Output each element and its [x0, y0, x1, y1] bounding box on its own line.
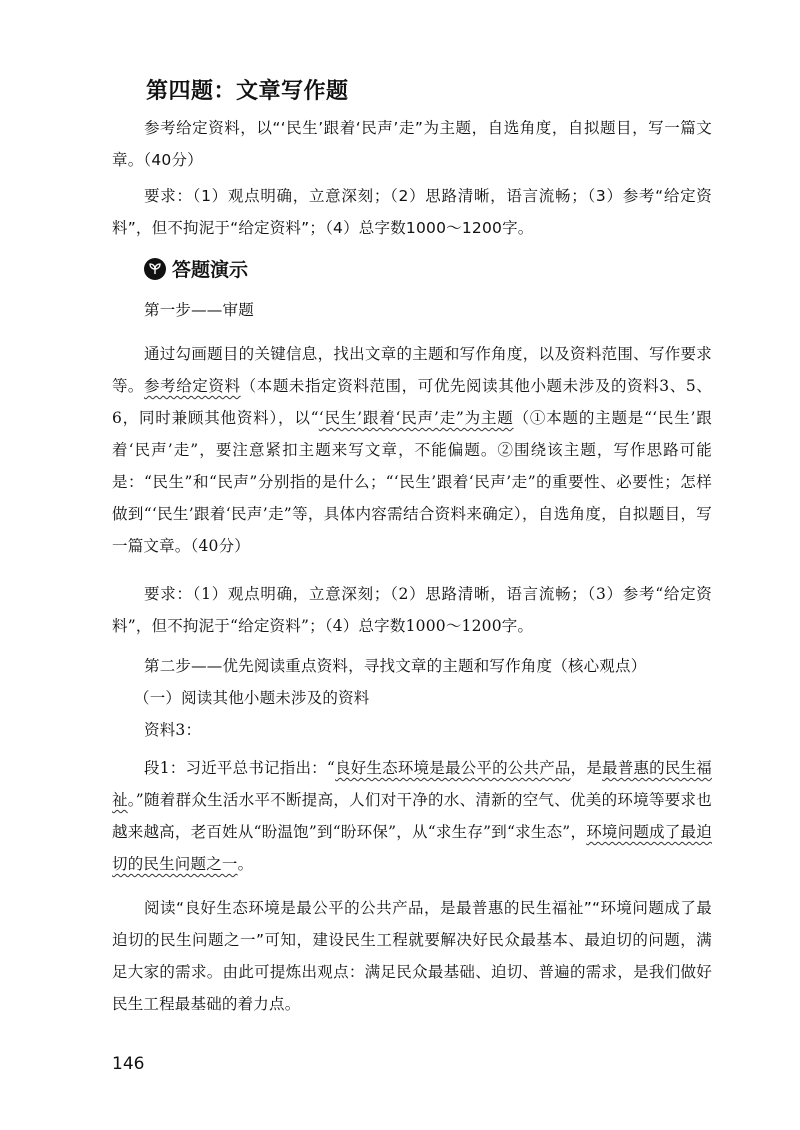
keyword-welfare: 最普惠的民生福祉: [112, 759, 712, 809]
step1-analysis: [112, 370, 712, 562]
keyword-theme: ‘民生’跟着‘民声’走”为主题: [318, 409, 514, 427]
question-prompt: 参考给定资料，以“‘民生’跟着‘民声’走”为主题，自选角度，自拟题目，写一篇文章。（40分）: [112, 119, 712, 169]
step1-text-a: （本题未指定资料范围，可优先阅读其他小题未涉及的资料3、5、6，同时兼顾其他资料），以“: [112, 377, 713, 427]
keyword-reference-material: 参考给定资料: [144, 377, 241, 395]
segment-text-c: 。”随着群众生活水平不断提高，人们对干净的水、清新的空气、优美的环境等要求也越来越高，老百姓从“盼温饱”到“盼环保”，从“求生存”到“求生态”，: [112, 791, 712, 841]
segment-text-b: ，是: [570, 759, 603, 777]
keyword-ecology: 良好生态环境是最公平的公共产品: [334, 759, 571, 777]
segment-text-a: 段1：习近平总书记指出：“: [144, 759, 335, 777]
keyword-env-issue: 环境问题成了最迫切的民生问题之一: [112, 823, 712, 873]
analysis-paragraph: 阅读“良好生态环境是最公平的公共产品，是最普惠的民生福祉”“环境问题成了最迫切的民生问题之一”可知，建设民生工程就要解决好民众最基本、最迫切的问题，满足大家的需求。由此可提炼出观点：满足民众最基础、迫切、普遍的需求，是我们做好民生工程最基础的着力点。: [112, 899, 712, 1013]
question-title: 第四题：文章写作题: [146, 79, 349, 104]
step2-subtitle: （一）阅读其他小题未涉及的资料: [134, 689, 370, 707]
material-segment: [112, 752, 712, 880]
answer-demo-heading: [144, 255, 248, 282]
segment-text-d: 。: [237, 855, 254, 873]
answer-demo-label: 答题演示: [172, 259, 249, 281]
step1-requirements: 要求：（1）观点明确，立意深刻；（2）思路清晰，语言流畅；（3）参考“给定资料”，但不拘泥于“给定资料”；（4）总字数1000～1200字。: [112, 585, 712, 635]
step2-title: 第二步——优先阅读重点资料，寻找文章的主题和写作角度（核心观点）: [144, 657, 647, 675]
step1-intro: 通过勾画题目的关键信息，找出文章的主题和写作角度，以及资料范围、写作要求等。: [112, 345, 712, 395]
step1-text-b: （①本题的主题是“‘民生’跟着‘民声’走”，要注意紧扣主题来写文章，不能偏题。②围绕该主题，写作思路可能是：“民生”和“民声”分别指的是什么；“‘民生’跟着‘民声’走”的重要性、必要性；怎样做到“‘民生’跟着‘民声’走”等，具体内容需结合资料来确定），自选角度，自拟题目，写一篇文章。（40分）: [112, 409, 712, 555]
page-number: 146: [112, 1054, 145, 1074]
material-label: 资料3：: [144, 721, 202, 739]
step1-title: 第一步——审题: [144, 301, 254, 319]
question-requirements: 要求：（1）观点明确，立意深刻；（2）思路清晰，语言流畅；（3）参考“给定资料”，但不拘泥于“给定资料”；（4）总字数1000～1200字。: [112, 187, 712, 237]
leaf-icon: [144, 258, 166, 280]
